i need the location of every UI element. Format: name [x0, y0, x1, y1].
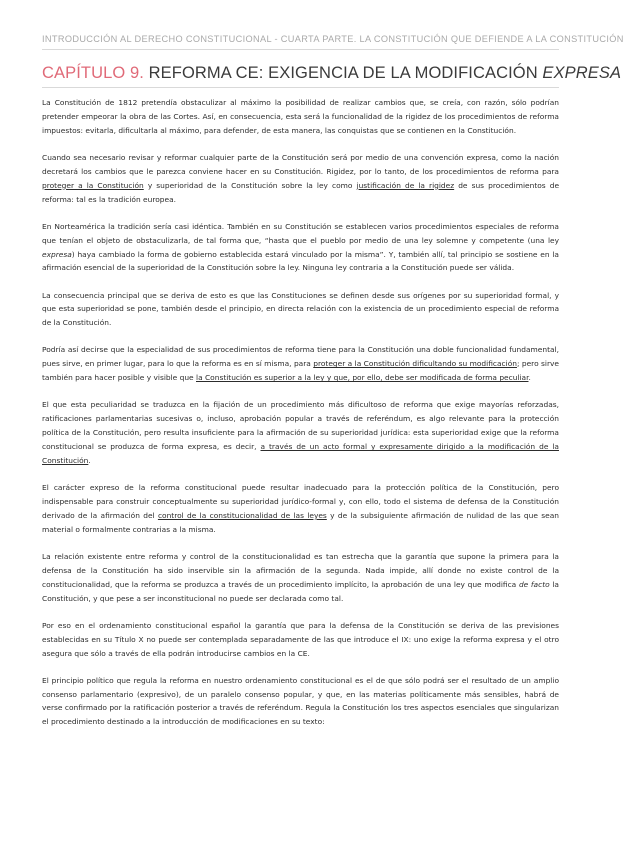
chapter-number: CAPÍTULO 9.	[42, 64, 144, 82]
paragraph-7: El carácter expreso de la reforma constitucional puede resultar inadecuado para la protección política de la Constitución, pero indispensable para construir conceptualmente su superioridad jurídico-formal y, con ello, todo el sistema de defensa de la Constitución derivado de la afirmación del control de la constitucionalidad de las leyes y de la subsiguiente afirmación de nulidad de las que sean material o formalmente contrarias a la misma.	[42, 483, 559, 534]
paragraph-10: El principio político que regula la reforma en nuestro ordenamiento constitucional es el de que sólo podrá ser el resultado de un amplio consenso parlamentario (expresivo), de un paralelo consenso popular, y que, en las materias políticamente más sensibles, habrá de verse confirmado por la ratificación posterior a través de referéndum. Regula la Constitución los tres aspectos esenciales que singularizan el procedimiento destinado a la introducción de modificaciones en su texto:	[42, 675, 559, 727]
paragraph-4: La consecuencia principal que se deriva de esto es que las Constituciones se definen desde sus orígenes por su superioridad formal, y que esta superioridad se pone, también desde el principio, en directa relación con la existencia de un procedimiento especial de reforma de la Constitución.	[42, 290, 559, 328]
underlined-phrase: proteger a la Constitución	[42, 180, 144, 190]
paragraph-5: Podría así decirse que la especialidad de sus procedimientos de reforma tiene para la Constitución una doble funcionalidad fundamental, pues sirve, en primer lugar, para lo que la reforma es en sí misma, para proteger a la Constitución dificultando su modificación; pero sirve también para hacer posible y visible que la Constitución es superior a la ley y que, por ello, debe ser modificada de forma peculiar.	[42, 345, 560, 383]
paragraph-9: Por eso en el ordenamiento constitucional español la garantía que para la defensa de la Constitución se deriva de las previsiones establecidas en su Título X no puede ser contemplada separadamente de las que introduce el IX: uno exige la reforma expresa y el otro asegura que sólo a través de ella podrán introducirse cambios en la CE.	[42, 620, 559, 658]
paragraph-8: La relación existente entre reforma y control de la constitucionalidad es tan estrecha que la garantía que supone la primera para la defensa de la Constitución ha sido inservible sin la afirmación de la segunda. Nada impide, allí donde no existe control de la constitucionalidad, que la reforma se produzca a través de un procedimiento implícito, la aprobación de una ley que modifica de facto la Constitución, y que pese a ser inconstitucional no puede ser declarada como tal.	[42, 551, 559, 603]
chapter-heading	[42, 64, 622, 88]
underlined-phrase: a través de un acto formal y expresamente dirigido a la modificación de la Constitución	[42, 442, 559, 465]
underlined-phrase: justificación de la rigidez	[356, 180, 455, 190]
underlined-phrase: proteger a la Constitución dificultando su modificación	[313, 359, 517, 369]
chapter-title: REFORMA CE: EXIGENCIA DE LA MODIFICACIÓN	[148, 64, 538, 82]
chapter-title-emphasis: EXPRESA	[542, 64, 622, 82]
paragraph-1: La Constitución de 1812 pretendía obstaculizar al máximo la posibilidad de realizar cambios que, se creía, con razón, sólo podrían pretender empeorar la obra de las Cortes. Así, en consecuencia, esta será la funcionalidad de la rigidez de los procedimientos de reforma impuestos: evitarla, dificultarla al máximo, para defender, de esta manera, las conquistas que se contienen en la Constitución.	[42, 98, 559, 135]
italic-word: expresa	[42, 249, 72, 259]
paragraph-3: En Norteamérica la tradición sería casi idéntica. También en su Constitución se establecen varios procedimientos especiales de reforma que tenían el objeto de obstaculizarla, de tal forma que, “hasta que el pueblo por medio de una ley solemne y competente (una ley expresa) haya cambiado la forma de gobierno establecida estará vinculado por la misma”. Y, también allí, tal principio se sostiene en la afirmación esencial de la superioridad de la Constitución sobre la ley. Ninguna ley contraria a la Constitución puede ser válida.	[42, 221, 559, 273]
paragraph-2: Cuando sea necesario revisar y reformar cualquier parte de la Constitución será por medio de una convención expresa, como la nación decretará los cambios que le parezca conviene hacer en su Constitución. Rigidez, por lo tanto, de los procedimientos de reforma para proteger a la Constitución y superioridad de la Constitución sobre la ley como justificación de la rigidez de sus procedimientos de reforma: tal es la tradición europea.	[42, 152, 560, 204]
document-body	[42, 96, 559, 742]
italic-word: de facto	[518, 579, 550, 589]
underlined-phrase: control de la constitucionalidad de las leyes	[157, 510, 327, 520]
running-header: INTRODUCCIÓN AL DERECHO CONSTITUCIONAL - CUARTA PARTE. LA CONSTITUCIÓN QUE DEFIENDE A LA CONSTITUCIÓN	[42, 34, 559, 50]
paragraph-6: El que esta peculiaridad se traduzca en la fijación de un procedimiento más dificultoso de reforma que exige mayorías reforzadas, ratificaciones parlamentarias sucesivas o, incluso, aprobación popular a través de referéndum, es algo relevante para la protección política de la Constitución, pero resulta insuficiente para la afirmación de su superioridad jurídica: esta superioridad exige que la reforma constitucional se produzca de forma expresa, es decir, a través de un acto formal y expresamente dirigido a la modificación de la Constitución.	[42, 400, 559, 465]
underlined-phrase: la Constitución es superior a la ley y que, por ello, debe ser modificada de forma peculiar	[196, 373, 529, 383]
